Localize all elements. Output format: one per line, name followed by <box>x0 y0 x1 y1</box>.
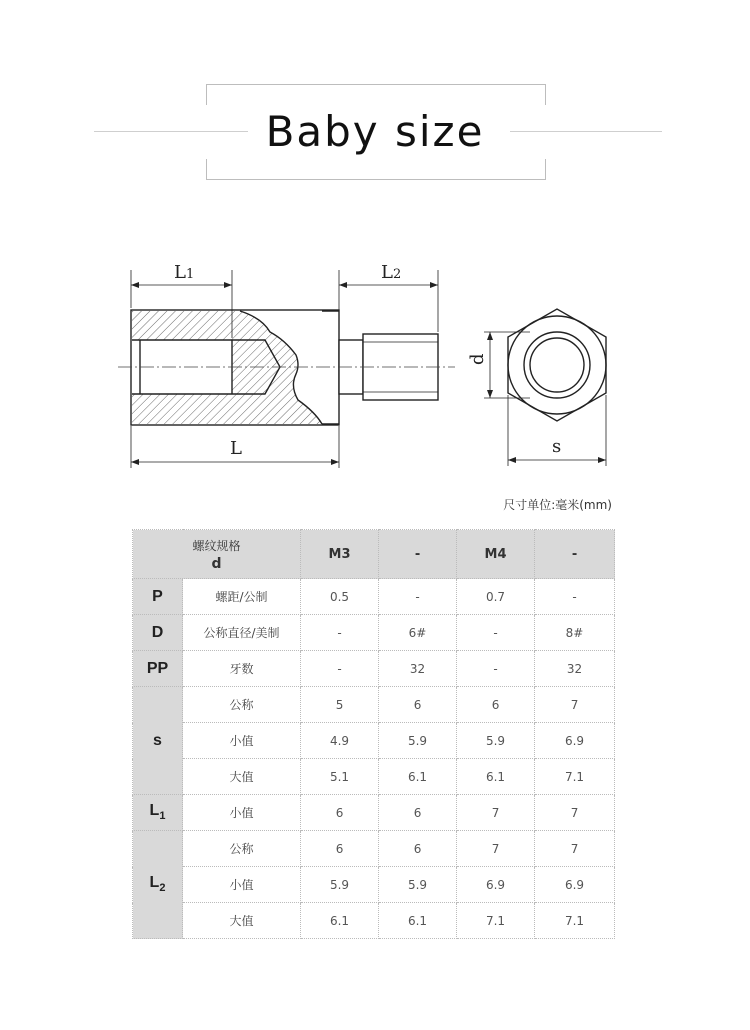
row-symbol: PP <box>133 651 183 687</box>
table-cell: 7 <box>535 831 615 867</box>
table-cell: 7 <box>535 687 615 723</box>
dim-label-l1: L1 <box>174 262 195 283</box>
unit-label: 尺寸单位:毫米(mm) <box>503 498 612 512</box>
header-col: - <box>535 530 615 579</box>
table-cell: 7.1 <box>535 759 615 795</box>
table-cell: 5.9 <box>301 867 379 903</box>
table-cell: 0.7 <box>457 579 535 615</box>
table-cell: 6 <box>457 687 535 723</box>
row-name: 螺距/公制 <box>183 579 301 615</box>
table-cell: 0.5 <box>301 579 379 615</box>
table-row <box>133 615 615 651</box>
row-name: 公称 <box>183 831 301 867</box>
row-name: 小值 <box>183 867 301 903</box>
table-cell: 32 <box>379 651 457 687</box>
table-cell: 5.9 <box>457 723 535 759</box>
table-cell: 6.1 <box>379 903 457 939</box>
table-cell: 5.9 <box>379 723 457 759</box>
table-row <box>133 795 615 831</box>
page-title: Baby size <box>265 107 485 156</box>
table-cell: 7 <box>535 795 615 831</box>
table-cell: 7.1 <box>457 903 535 939</box>
row-name: 公称 <box>183 687 301 723</box>
table-cell: 5.9 <box>379 867 457 903</box>
table-cell: 6.9 <box>535 867 615 903</box>
technical-drawing <box>0 240 750 480</box>
table-row <box>133 651 615 687</box>
table-cell: 7 <box>457 795 535 831</box>
table-cell: 6.1 <box>379 759 457 795</box>
table-cell: - <box>457 615 535 651</box>
table-cell: 7 <box>457 831 535 867</box>
table-cell: 6.9 <box>457 867 535 903</box>
table-row <box>133 759 615 795</box>
table-cell: 6# <box>379 615 457 651</box>
title-frame-bottom <box>206 159 546 180</box>
table-cell: 4.9 <box>301 723 379 759</box>
table-cell: 5 <box>301 687 379 723</box>
table-cell: 6 <box>379 687 457 723</box>
table-row <box>133 687 615 723</box>
table-cell: 6 <box>379 831 457 867</box>
header-col: M3 <box>301 530 379 579</box>
dim-label-l2: L2 <box>381 262 402 283</box>
table-cell: 6.1 <box>457 759 535 795</box>
table-row <box>133 831 615 867</box>
row-symbol-l2: $L_2$ <box>133 831 183 939</box>
row-symbol: D <box>133 615 183 651</box>
dim-label-l: L <box>230 438 242 459</box>
table-cell: - <box>301 651 379 687</box>
row-name: 小值 <box>183 723 301 759</box>
table-cell: - <box>535 579 615 615</box>
table-row <box>133 723 615 759</box>
table-header-row <box>133 530 615 579</box>
dim-label-s: s <box>552 436 562 457</box>
end-view <box>484 309 606 466</box>
row-name: 牙数 <box>183 651 301 687</box>
table-row <box>133 867 615 903</box>
table-cell: 8# <box>535 615 615 651</box>
row-symbol: P <box>133 579 183 615</box>
table-cell: - <box>457 651 535 687</box>
row-name: 大值 <box>183 759 301 795</box>
table-row <box>133 903 615 939</box>
row-name: 小值 <box>183 795 301 831</box>
table-cell: 32 <box>535 651 615 687</box>
table-row <box>133 579 615 615</box>
row-symbol-l1: $L_1$ <box>133 795 183 831</box>
table-cell: 7.1 <box>535 903 615 939</box>
side-view <box>118 270 455 468</box>
table-cell: 6.9 <box>535 723 615 759</box>
table-cell: 5.1 <box>301 759 379 795</box>
row-name: 大值 <box>183 903 301 939</box>
title-frame-top <box>206 84 546 105</box>
table-cell: - <box>301 615 379 651</box>
table-cell: 6.1 <box>301 903 379 939</box>
spec-table <box>132 529 615 939</box>
header-thread-spec: 螺纹规格 d <box>133 530 301 579</box>
table-cell: 6 <box>301 831 379 867</box>
header-col: - <box>379 530 457 579</box>
row-name: 公称直径/美制 <box>183 615 301 651</box>
table-cell: 6 <box>301 795 379 831</box>
title-banner <box>0 84 750 180</box>
row-symbol-s: s <box>133 687 183 795</box>
header-col: M4 <box>457 530 535 579</box>
table-cell: - <box>379 579 457 615</box>
dim-label-d: d <box>467 353 488 365</box>
table-cell: 6 <box>379 795 457 831</box>
